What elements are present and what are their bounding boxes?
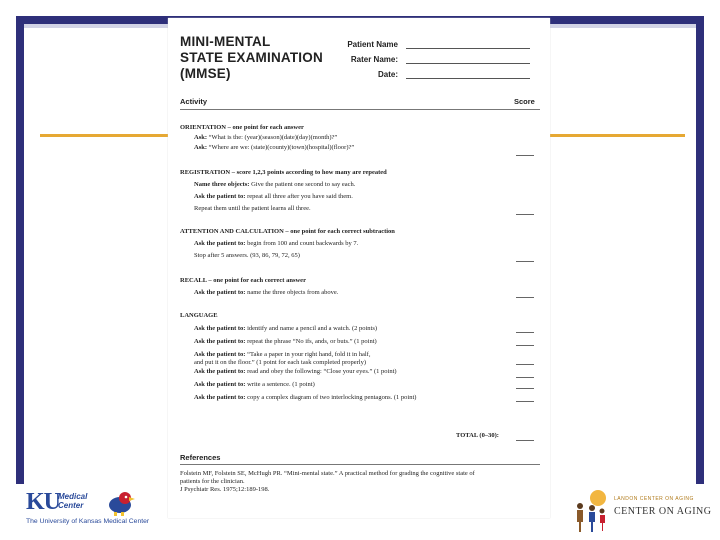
ku-medical-center-logo	[26, 490, 156, 530]
divider	[180, 464, 540, 465]
document-title	[180, 34, 323, 82]
list-item: Ask the patient to: copy a complex diagram of two interlocking pentagons. (1 point)	[194, 394, 417, 401]
gold-rule-right	[540, 134, 685, 137]
ku-letters: KU	[26, 489, 60, 515]
date-field	[314, 70, 554, 79]
ku-medical-text: Medical Center	[58, 492, 88, 510]
section-language: LANGUAGE	[180, 312, 218, 319]
reference-line: J Psychiatr Res. 1975;12:189-198.	[180, 486, 270, 493]
activity-heading: Activity	[180, 97, 208, 106]
people-figures-icon	[568, 488, 612, 536]
score-blank	[516, 296, 534, 298]
gold-rule-left	[40, 134, 178, 137]
score-blank	[516, 331, 534, 333]
score-blank	[516, 260, 534, 262]
frame-right-bar	[696, 16, 704, 484]
list-item: Ask the patient to: identify and name a pencil and a watch. (2 points)	[194, 325, 378, 332]
score-blank	[516, 363, 534, 365]
list-item: Ask: “Where are we: (state)(county)(town)(hospital)(floor)?”	[194, 144, 355, 151]
aging-top-text: LANDON CENTER ON AGING	[614, 496, 694, 502]
section-registration: REGISTRATION – score 1,2,3 points according to how many are repeated	[180, 169, 387, 176]
reference-line: patients for the clinician.	[180, 478, 245, 485]
title-line: STATE EXAMINATION	[180, 50, 323, 65]
score-blank	[516, 400, 534, 402]
section-attention: ATTENTION AND CALCULATION – one point for each correct subtraction	[180, 228, 395, 235]
total-blank	[516, 439, 534, 441]
field-blank	[406, 56, 530, 64]
list-item: Stop after 5 answers. (93, 86, 79, 72, 65)	[194, 252, 300, 259]
list-item: Ask: “What is the: (year)(season)(date)(day)(month)?”	[194, 134, 338, 141]
field-label: Date:	[377, 70, 398, 79]
list-item: Ask the patient to: “Take a paper in your right hand, fold it in half,	[194, 351, 371, 358]
list-item: Ask the patient to: repeat the phrase “No ifs, ands, or buts.” (1 point)	[194, 338, 377, 345]
score-blank	[516, 213, 534, 215]
section-recall: RECALL – one point for each correct answer	[180, 277, 306, 284]
list-item: Name three objects: Give the patient one second to say each.	[194, 181, 356, 188]
rater-name-field	[314, 55, 554, 64]
ku-tagline: The University of Kansas Medical Center	[26, 518, 150, 525]
field-blank	[406, 71, 530, 79]
total-label: TOTAL (0–30):	[456, 432, 499, 439]
center-on-aging-logo	[568, 488, 718, 536]
list-item: Ask the patient to: repeat all three after you have said them.	[194, 193, 353, 200]
list-item: Ask the patient to: read and obey the following: “Close your eyes.” (1 point)	[194, 368, 397, 375]
score-blank	[516, 376, 534, 378]
mmse-document	[168, 18, 550, 518]
list-item: Ask the patient to: name the three objects from above.	[194, 289, 339, 296]
aging-main-text: CENTER ON AGING	[614, 506, 712, 517]
title-line: (MMSE)	[180, 66, 231, 81]
jayhawk-icon	[104, 490, 136, 516]
list-item: and put it on the floor.” (1 point for each task completed properly)	[194, 359, 367, 366]
score-blank	[516, 154, 534, 156]
field-label: Rater Name:	[350, 55, 398, 64]
score-heading: Score	[514, 97, 535, 106]
frame-left-bar	[16, 16, 24, 484]
divider	[180, 109, 540, 110]
title-line: MINI-MENTAL	[180, 34, 271, 49]
references-title: References	[180, 453, 221, 462]
list-item: Ask the patient to: write a sentence. (1 point)	[194, 381, 315, 388]
field-blank	[406, 41, 530, 49]
list-item: Repeat them until the patient learns all three.	[194, 205, 311, 212]
section-orientation: ORIENTATION – one point for each answer	[180, 124, 304, 131]
patient-name-field	[314, 40, 554, 49]
score-blank	[516, 387, 534, 389]
score-blank	[516, 344, 534, 346]
list-item: Ask the patient to: begin from 100 and count backwards by 7.	[194, 240, 359, 247]
field-label: Patient Name	[347, 40, 398, 49]
reference-line: Folstein MF, Folstein SE, McHugh PR. “Mini-mental state.” A practical method for grading the cognitive state of	[180, 470, 475, 477]
